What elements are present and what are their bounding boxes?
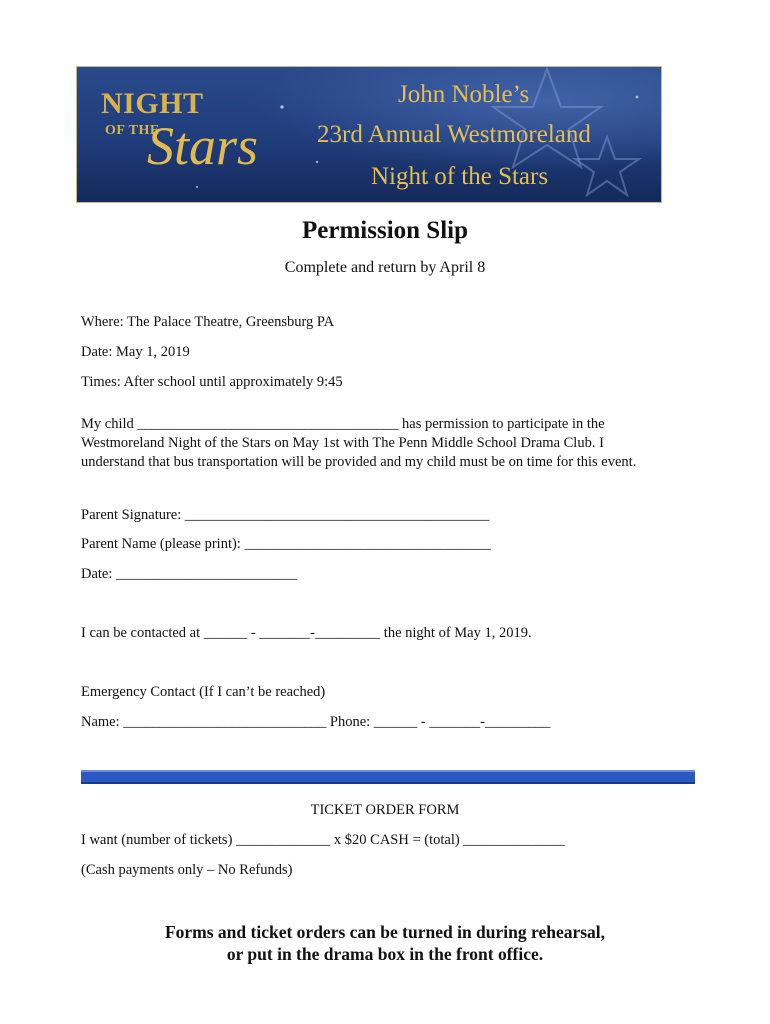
signature-date-field[interactable]: Date: _________________________ — [81, 566, 298, 582]
where-line: Where: The Palace Theatre, Greensburg PA — [81, 314, 335, 330]
times-line: Times: After school until approximately 9:45 — [81, 374, 343, 390]
section-divider-bar — [81, 770, 695, 784]
ticket-order-field[interactable]: I want (number of tickets) _____________ x $20 CASH = (total) ______________ — [81, 832, 565, 848]
event-banner — [76, 66, 662, 203]
parent-name-field[interactable]: Parent Name (please print): __________________________________ — [81, 536, 491, 552]
logo-ofthe-text: OF THE — [105, 123, 160, 138]
emergency-contact-fields[interactable]: Name: ____________________________ Phone: ______ - _______-_________ — [81, 714, 551, 730]
logo-night-text: NIGHT — [101, 87, 204, 120]
footer-instructions — [0, 921, 770, 965]
footer-line-1: Forms and ticket orders can be turned in during rehearsal, — [164, 922, 606, 942]
consent-line-2: Westmoreland Night of the Stars on May 1st with The Penn Middle School Drama Club. I — [81, 435, 604, 451]
emergency-contact-heading: Emergency Contact (If I can’t be reached) — [81, 684, 326, 700]
consent-line-1[interactable]: My child ____________________________________ has permission to participate in the — [81, 416, 605, 432]
footer-line-2: or put in the drama box in the front office. — [226, 944, 544, 964]
contact-phone-field[interactable]: I can be contacted at ______ - _______-_________ the night of May 1, 2019. — [81, 625, 532, 641]
payment-note: (Cash payments only – No Refunds) — [81, 862, 293, 878]
parent-signature-field[interactable]: Parent Signature: __________________________________________ — [81, 507, 490, 523]
consent-paragraph — [81, 415, 681, 472]
banner-line-1: John Noble’s — [398, 81, 530, 108]
page-subtitle: Complete and return by April 8 — [284, 259, 486, 276]
logo-stars-text: Stars — [147, 116, 259, 176]
ticket-form-heading: TICKET ORDER FORM — [310, 802, 460, 818]
banner-line-3: Night of the Stars — [371, 163, 549, 190]
page-title: Permission Slip — [302, 217, 468, 244]
date-line: Date: May 1, 2019 — [81, 344, 190, 360]
banner-line-2: 23rd Annual Westmoreland — [317, 121, 591, 148]
consent-line-3: understand that bus transportation will be provided and my child must be on time for this event. — [81, 454, 637, 470]
